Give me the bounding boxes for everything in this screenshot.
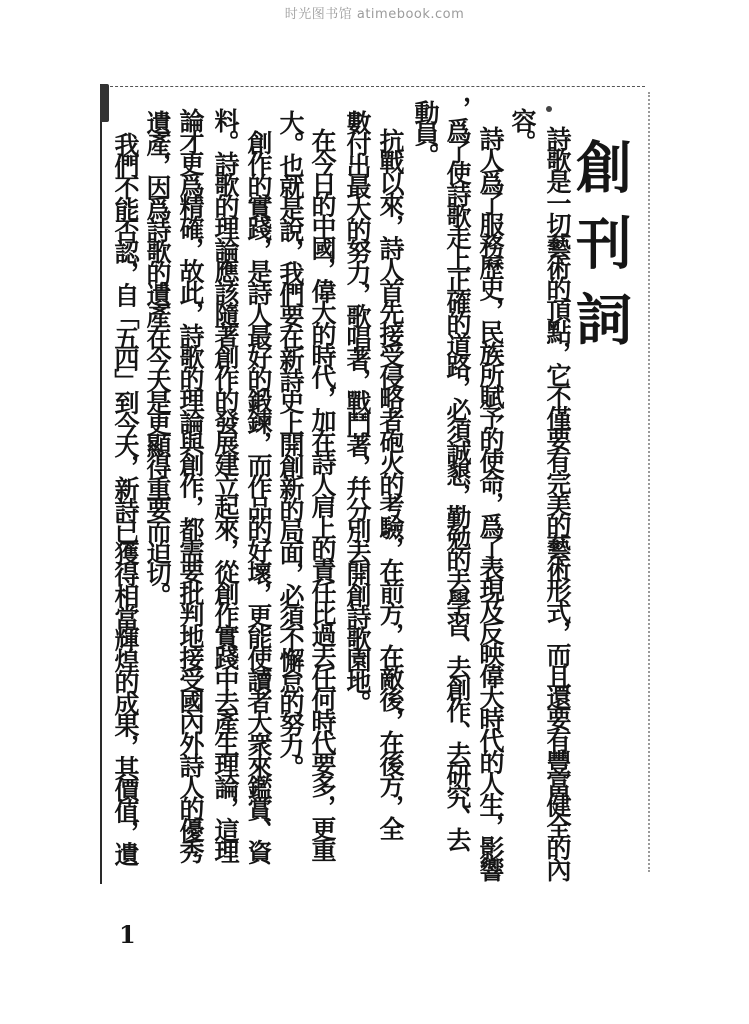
page-border-top bbox=[100, 86, 645, 87]
scan-artifact bbox=[100, 84, 109, 122]
text-column: 容。 bbox=[508, 108, 537, 151]
text-column: 我們不能否認，自「五四」到今天，新詩已獲得相當輝煌的成果，其價值，遺 bbox=[111, 132, 140, 863]
article-title: 創刊詞 bbox=[567, 138, 633, 366]
text-column: 遺產，因爲詩歌的遺產在今天是更顯得重要而迫切。 bbox=[143, 110, 172, 605]
text-column: 大。也就是說，我們要在新詩史上開創新的局面，必須不懈怠的努力。 bbox=[276, 110, 305, 777]
watermark-text: 时光图书馆 atimebook.com bbox=[284, 7, 465, 22]
text-column: 抗戰以來，詩人首先接受侵略者砲火的考驗，在前方，在敵後，在後方，全 bbox=[376, 128, 405, 838]
text-column: 數付出最大的努力，歌唱著，戰鬥著，幷分別去開創詩歌園地。 bbox=[343, 110, 372, 712]
text-column: 在今日的中國，偉大的時代，加在詩人肩上的責任比過去任何時代要多，更重 bbox=[308, 128, 337, 859]
page-number: 1 bbox=[119, 920, 136, 949]
text-column: 動員。 bbox=[411, 100, 440, 165]
scan-artifact bbox=[546, 106, 552, 112]
page-border-right bbox=[648, 92, 650, 872]
text-column: 詩歌是一切藝術的頂點，它不僅要有完美的藝術形式，而且還要有豐富健全的內 bbox=[543, 126, 572, 879]
text-column: 詩人爲了服務歷史，民族所賦予的使命，爲了表現及反映偉大時代的人生，影響 bbox=[476, 126, 505, 879]
text-column: ，爲了使詩歌走上正確的道路，必須誠懇，勤勉的去學習、去創作、去研究、去 bbox=[443, 96, 472, 849]
text-column: 創作的實踐，是詩人最好的鍛鍊，而作品的好壞，更能使讀者大衆來鑑賞、資 bbox=[244, 130, 273, 861]
page-border-left bbox=[100, 84, 102, 884]
text-column: 論才更爲精確，故此，詩歌的理論與創作，都需要批判地接受國內外詩人的優秀 bbox=[176, 108, 205, 861]
text-column: 料。詩歌的理論應該隨著創作的發展建立起來，從創作實踐中去產生理論，這理 bbox=[211, 108, 240, 861]
